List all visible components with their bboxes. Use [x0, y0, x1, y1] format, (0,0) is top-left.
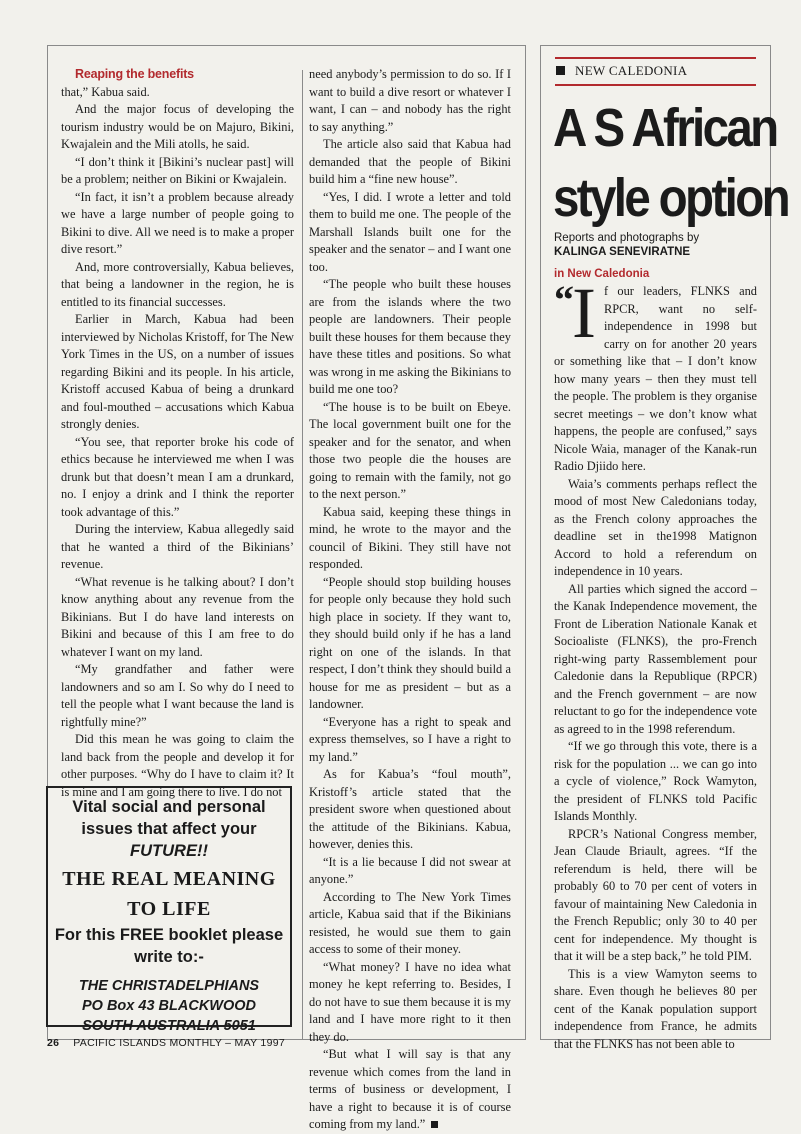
christadelphians-ad	[46, 786, 292, 1034]
publication-line: PACIFIC ISLANDS MONTHLY – MAY 1997	[73, 1037, 285, 1049]
headline-line-2: style option	[553, 168, 788, 228]
page-footer	[47, 1037, 285, 1049]
paragraph	[309, 1046, 511, 1134]
ad-line-2: FUTURE!!	[130, 842, 208, 860]
byline-name: KALINGA SENEVIRATNE	[554, 246, 691, 258]
paragraph: “What revenue is he talking about? I don’t know anything about any revenue from the Bikinians. But I do have land interests on Bikini and because of this I am free to do whatever I want on my land.	[61, 574, 294, 659]
subhead: Reaping the benefits	[75, 67, 194, 81]
paragraph: According to The New York Times article, Kabua said that if the Bikinians resisted, he would sue them to gain access to some of their money.	[309, 889, 511, 956]
ad-line-4: For this FREE booklet please write to:-	[54, 926, 284, 966]
paragraph: that,” Kabua said.	[61, 84, 150, 99]
paragraph: “I don’t think it [Bikini’s nuclear past] will be a problem; neither on Bikini or Kwajalein.	[61, 154, 294, 186]
ad-line-1: Vital social and personal issues that affect your	[72, 798, 266, 838]
paragraph: “The house is to be built on Ebeye. The local government built one for the speaker and for the senator, and when those two people die the houses are going to remain with the family, not go to the next person.”	[309, 399, 511, 501]
paragraph: Did this mean he was going to claim the land back from the people and develop it for other purposes. “Why do I have to claim it? It is mine and I am going there to live. I do not	[61, 732, 294, 799]
paragraph: “Everyone has a right to speak and express themselves, so I have a right to my land.”	[309, 714, 511, 764]
byline-intro: Reports and photographs by	[554, 232, 700, 244]
headline	[553, 93, 788, 233]
bullet-square-icon	[556, 66, 565, 75]
paragraph: This is a view Wamyton seems to share. Even though he believes 80 per cent of the Kanak population support independence from France, he admits that the FLNKS has not been able to	[554, 966, 757, 1051]
ad-line-7: SOUTH AUSTRALIA 5051	[82, 1018, 256, 1034]
section-tag	[556, 63, 687, 79]
paragraph: And the major focus of developing the tourism industry would be on Majuro, Bikini, Kwajalein and the Mili atolls, he said.	[61, 102, 294, 151]
lead-text: f our leaders, FLNKS and RPCR, want no self-independence in 1998 but carry on for another 20 years or something like that – I don’t know how many years – then they must tell the people. The problem is they organise secret meetings – we don’t know what happens, the people are confused,” says Nicole Waia, manager of the Kanak-run Radio Djiido here.	[554, 284, 757, 473]
paragraph: Kabua said, keeping these things in mind, he wrote to the mayor and the council of Bikini. They still have not responded.	[309, 504, 511, 571]
paragraph: “People should stop building houses for people only because they hold such high place in society. If they want to, they should build only if he has a land right on one of the islands. In that respect, I don’t think they should build a house for me as president – but as a landowner.	[309, 574, 511, 711]
paragraph: RPCR’s National Congress member, Jean Claude Briault, agrees. “If the referendum is held, there will be probably 60 to 70 per cent of voters in favour of maintaining New Caledonia in the French Republic; only 30 to 40 per cent for independence. My thought is that it will be a step back,” he told PIM.	[554, 826, 757, 963]
ad-line-5: THE CHRISTADELPHIANS	[78, 978, 260, 994]
left-column-1	[61, 66, 294, 801]
column-divider	[302, 70, 303, 1040]
section-red-rule	[555, 84, 756, 86]
paragraph: “If we go through this vote, there is a risk for the population ... we can go into a cycle of violence,” Rock Wamyton, the president of FLNKS told Pacific Islands Monthly.	[554, 739, 757, 823]
paragraph: All parties which signed the accord – the Kanak Independence movement, the Front de Liberation Nationale Kanak et Socioaliste (FLNKS), the pro-French right-wing party Rassemblement pour Caledonie dans la Republique (RPCR) and the French government – are now reluctant to go for the independence vote as agreed to in the 1998 referendum.	[554, 581, 757, 736]
section-label: NEW CALEDONIA	[575, 63, 688, 78]
paragraph: “The people who built these houses are from the islands where the two people are landowners. Their people built these houses for them because they have these titles and positions. So what was wrong in me asking the Bikinians to build me one too?	[309, 277, 512, 396]
paragraph: Waia’s comments perhaps reflect the mood of most New Caledonians today, as the French colony approaches the deadline set in the1998 Matignon Accord to hold a referendum on independence in 10 years.	[554, 476, 757, 578]
page-number: 26	[47, 1037, 60, 1049]
paragraph: “In fact, it isn’t a problem because already we have a large number of people going to Bikini to dive. All we need is to make a proper dive resort.”	[61, 189, 294, 256]
ad-line-6: PO Box 43 BLACKWOOD	[81, 998, 256, 1014]
paragraph: The article also said that Kabua had demanded that the people of Bikini build him a “fine new house”.	[309, 137, 511, 186]
paragraph: “Yes, I did. I wrote a letter and told them to build me one. The people of the Marshall Islands built one for the speaker and the senator – and I want one too.	[309, 189, 511, 274]
paragraph: “It is a lie because I did not swear at anyone.”	[309, 854, 511, 886]
paragraph: “What money? I have no idea what money he kept referring to. Besides, I do not have to sue them because it is my land and I have more right to it then they do.	[309, 959, 511, 1044]
headline-line-1: A S African	[553, 98, 777, 158]
paragraph: “My grandfather and father were landowners and so am I. So why do I need to tell the people what I want because the land is rightfully mine?”	[61, 662, 294, 729]
byline-place: in New Caledonia	[554, 268, 650, 280]
ad-line-3: THE REAL MEANING TO LIFE	[62, 868, 276, 920]
end-of-story-icon	[431, 1121, 438, 1128]
paragraph-text: “But what I will say is that any revenue which comes from the land in terms of business or development, I have a right to because it is of course coming from my land.”	[309, 1047, 511, 1131]
drop-cap: I	[572, 273, 596, 353]
paragraph: need anybody’s permission to do so. If I want to build a dive resort or whatever I want, I can – and nobody has the right to say anything.”	[309, 67, 511, 134]
paragraph: “You see, that reporter broke his code of ethics because he interviewed me when I was drunk but that doesn’t mean I am a drunkard, no. I enjoy a drink and I think the reporter took advantage of this.”	[61, 434, 294, 519]
left-column-2	[309, 66, 511, 1134]
top-red-rule	[555, 57, 756, 59]
paragraph: And, more controversially, Kabua believes, that being a landowner in the region, he is entitled to its financial successes.	[61, 259, 294, 309]
drop-quote-mark: “	[554, 277, 568, 322]
paragraph: During the interview, Kabua allegedly said that he wanted a third of the Bikinians’ revenue.	[61, 522, 294, 571]
paragraph: As for Kabua’s “foul mouth”, Kristoff’s article stated that the president swore when questioned about the attitude of the Bikinians. Kabua, however, denies this.	[309, 767, 511, 851]
paragraph: Earlier in March, Kabua had been interviewed by Nicholas Kristoff, for The New York Times in the US, on a number of issues regarding Bikini and its people. In his article, Kristoff accused Kabua of being a drunkard and foul-mouthed – accusations which Kabua strongly denies.	[61, 312, 294, 431]
